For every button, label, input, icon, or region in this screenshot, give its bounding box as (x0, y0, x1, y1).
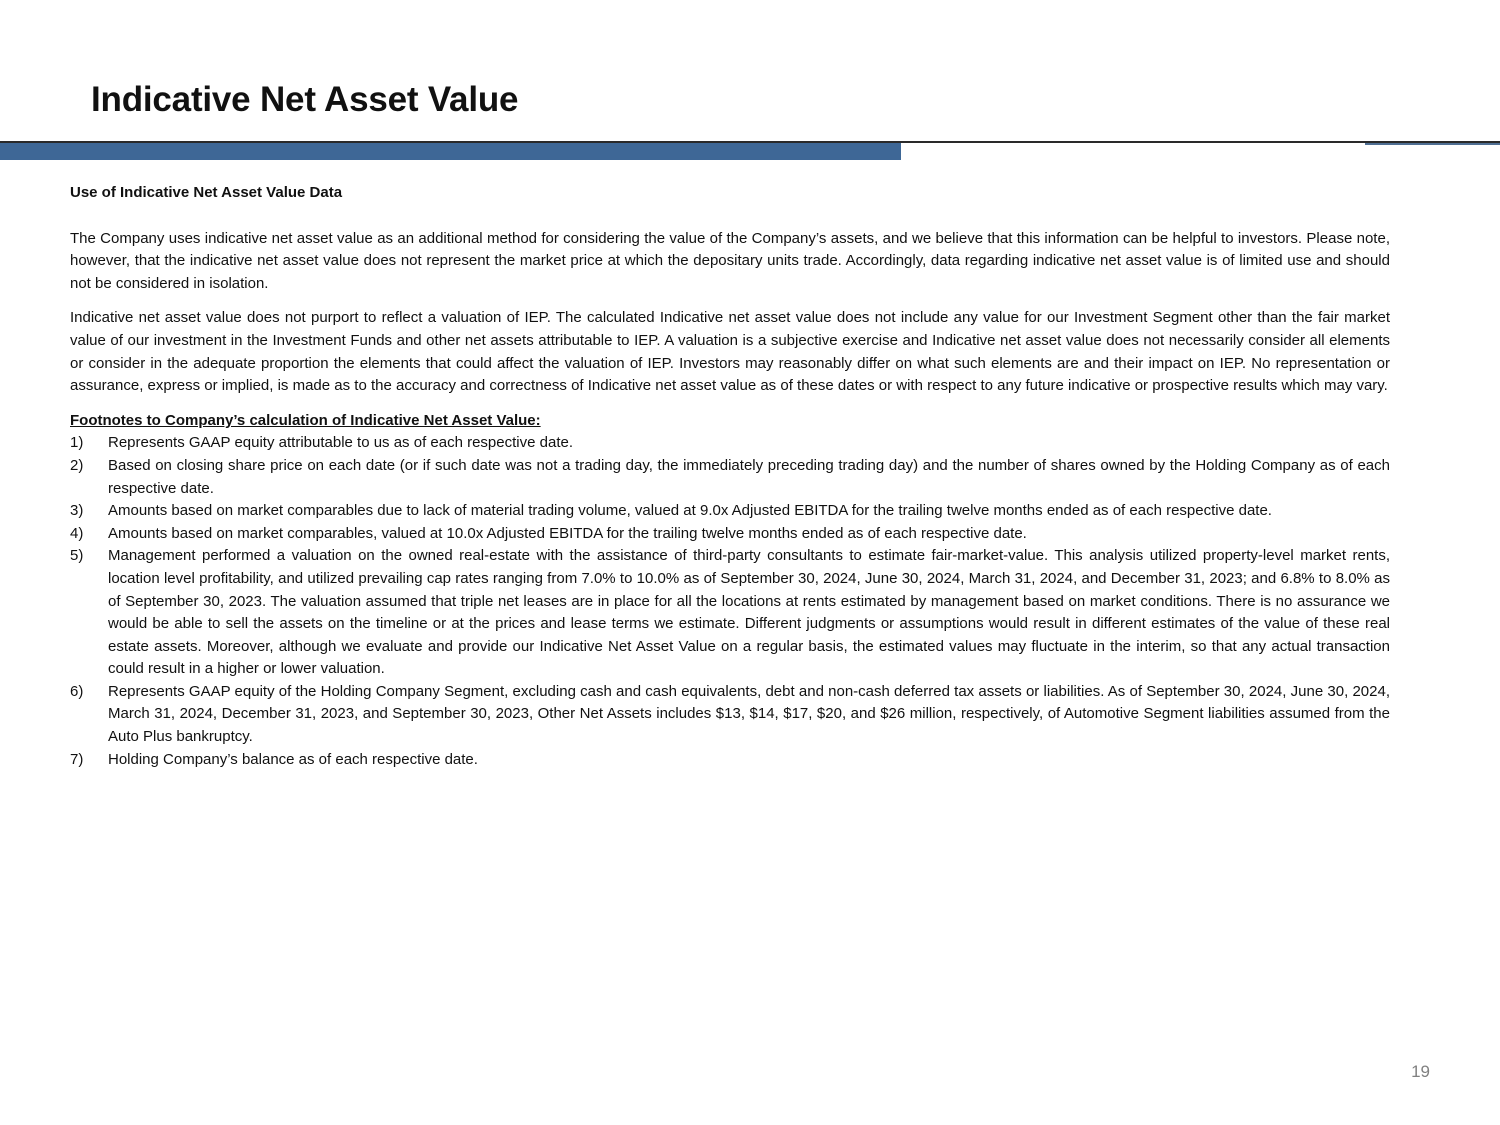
footnote-number: 1) (70, 434, 84, 452)
footnote-item (70, 681, 1390, 749)
footnote-item (70, 500, 1390, 523)
footnote-item (70, 749, 1390, 772)
footnote-number: 4) (70, 524, 84, 542)
footnotes-heading: Footnotes to Company’s calculation of Indicative Net Asset Value: (70, 411, 541, 429)
header-accent-bar (0, 143, 901, 160)
footnote-number: 6) (70, 682, 84, 700)
paragraph-usage: The Company uses indicative net asset value as an additional method for considering the value of the Company’s assets, and we believe that this information can be helpful to investors. Please note, however, that the indicative net asset value does not represent the market price at which the depositary units trade. Accordingly, data regarding indicative net asset value is of limited use and should not be considered in isolation. (70, 229, 1390, 292)
footnote-text: Represents GAAP equity of the Holding Company Segment, excluding cash and cash equivalents, debt and non-cash deferred tax assets or liabilities. As of September 30, 2024, June 30, 2024, March 31, 2024, December 31, 2023, and September 30, 2023, Other Net Assets includes $13, $14, $17, $20, and $26 million, respectively, of Automotive Segment liabilities assumed from the Auto Plus bankruptcy. (108, 682, 1390, 746)
section-subheading: Use of Indicative Net Asset Value Data (70, 184, 343, 201)
footnote-number: 7) (70, 750, 84, 768)
footnote-number: 3) (70, 502, 84, 520)
paragraph-disclaimer: Indicative net asset value does not purport to reflect a valuation of IEP. The calculated Indicative net asset value does not include any value for our Investment Segment other than the fair market value of our investment in the Investment Funds and other net assets attributable to IEP. A valuation is a subjective exercise and Indicative net asset value does not necessarily consider all elements or consider in the adequate proportion the elements that could affect the valuation of IEP. Investors may reasonably differ on what such elements are and their impact on IEP. No representation or assurance, express or implied, is made as to the accuracy and correctness of Indicative net asset value as of these dates or with respect to any future indicative or prospective results which may vary. (70, 309, 1390, 395)
main-content (70, 182, 1390, 771)
footnote-item (70, 432, 1390, 455)
header-rule-right (1365, 143, 1500, 145)
footnote-text: Amounts based on market comparables, valued at 10.0x Adjusted EBITDA for the trailing twelve months ended as of each respective date. (108, 524, 1027, 542)
footnote-text: Amounts based on market comparables due to lack of material trading volume, valued at 9.0x Adjusted EBITDA for the trailing twelve months ended as of each respective date. (108, 502, 1272, 520)
page-title: Indicative Net Asset Value (91, 80, 519, 119)
footnotes-list (70, 432, 1390, 771)
footnote-text: Holding Company’s balance as of each respective date. (108, 750, 478, 768)
footnote-number: 2) (70, 456, 84, 474)
page-number: 19 (1411, 1062, 1430, 1081)
footnote-number: 5) (70, 547, 84, 565)
footnote-item (70, 523, 1390, 546)
footnote-text: Represents GAAP equity attributable to us as of each respective date. (108, 434, 573, 452)
footnote-item (70, 545, 1390, 681)
footnote-text: Based on closing share price on each date (or if such date was not a trading day, the immediately preceding trading day) and the number of shares owned by the Holding Company as of each respective date. (108, 456, 1390, 497)
footnote-item (70, 455, 1390, 500)
footnote-text: Management performed a valuation on the owned real-estate with the assistance of third-party consultants to estimate fair-market-value. This analysis utilized property-level market rents, location level profitability, and utilized prevailing cap rates ranging from 7.0% to 10.0% as of September 30, 2024, June 30, 2024, March 31, 2024, and December 31, 2023; and 6.8% to 8.0% as of September 30, 2023. The valuation assumed that triple net leases are in place for all the locations at rents estimated by management based on market conditions. There is no assurance we would be able to sell the assets on the timeline or at the prices and lease terms we estimate. Different judgments or assumptions would result in different estimates of the value of these real estate assets. Moreover, although we evaluate and provide our Indicative Net Asset Value on a regular basis, the estimated values may fluctuate in the interim, so that any actual transaction could result in a higher or lower valuation. (108, 547, 1390, 678)
